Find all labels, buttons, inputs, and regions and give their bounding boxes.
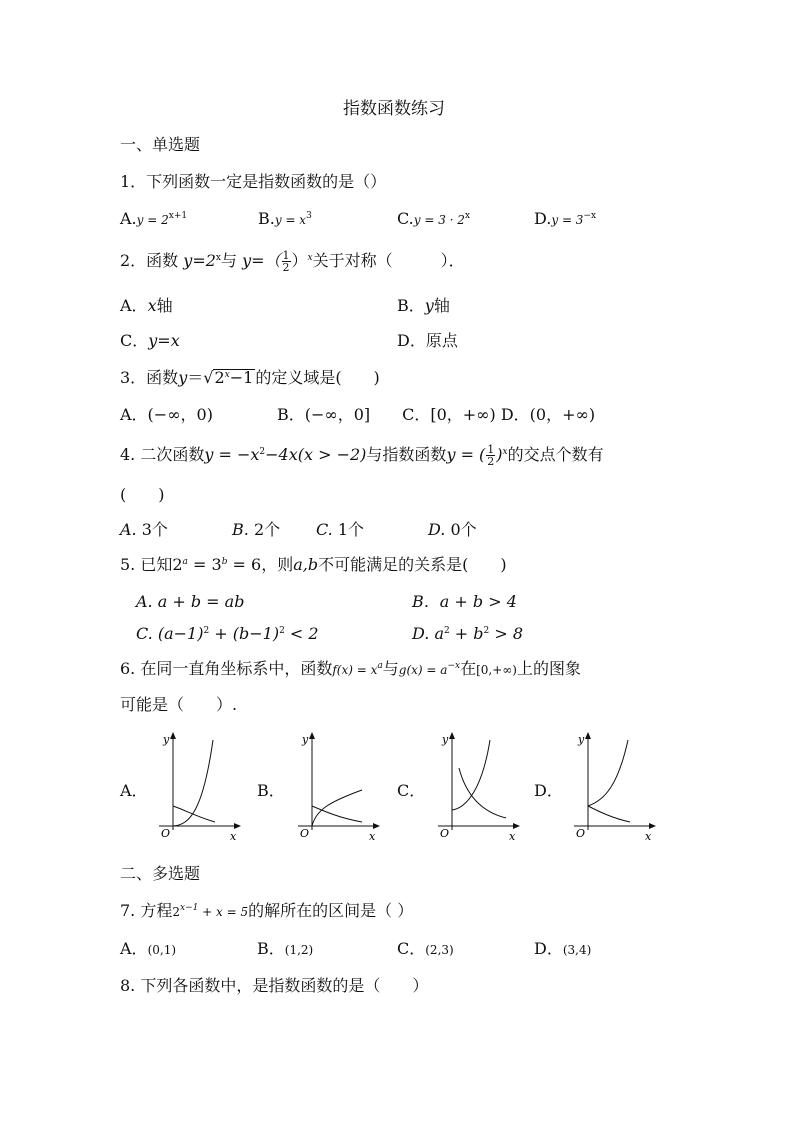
q5-option-c: C. $(a-1)^2 + (b-1)^2 < 2$: [136, 624, 319, 643]
section-heading-single: 一、单选题: [120, 135, 201, 154]
q1-option-a: $A.y = 2^{x+1}$: [120, 209, 188, 228]
q7-option-a: A．(0,1): [120, 939, 177, 958]
q2-option-a: A．x轴: [120, 296, 173, 315]
q4-option-c: C. 1个: [316, 520, 365, 539]
svg-text:y: y: [163, 733, 170, 746]
q7-option-c: C．(2,3): [397, 939, 454, 958]
q5-option-b: B．a + b > 4: [412, 592, 517, 611]
q6-option-b-label: B．: [257, 781, 285, 800]
question-6-stem: 6. 在同一直角坐标系中，函数$f(x) = x^a$与$g(x) = a^{-x}$在[0,+∞)上的图象: [120, 659, 581, 678]
fraction-one-half: $\frac{1}{2}$: [487, 443, 495, 468]
q1-option-c: $C.y = 3 \cdot 2^x$: [397, 209, 471, 228]
q1-option-d: $D.y = 3^{-x}$: [534, 209, 597, 228]
q7-option-b: B．(1,2): [257, 939, 314, 958]
svg-text:x: x: [645, 830, 652, 842]
q4-option-d: D. 0个: [428, 520, 477, 539]
q6-graph-b: [284, 730, 384, 842]
section-heading-multi: 二、多选题: [120, 864, 201, 883]
q4-option-b: B. 2个: [232, 520, 281, 539]
q6-option-a-label: A．: [120, 781, 148, 800]
q5-option-d: D. $a^2 + b^2 > 8$: [412, 624, 524, 643]
svg-text:O: O: [440, 827, 450, 840]
q2-option-c: C．y=x: [120, 331, 180, 350]
svg-text:x: x: [509, 830, 516, 842]
svg-text:O: O: [576, 827, 586, 840]
q6-option-d-label: D．: [534, 781, 563, 800]
svg-text:x: x: [369, 830, 376, 842]
q3-options: A．(−∞，0) B．(−∞，0] C．[0，+∞) D．(0，+∞): [120, 405, 596, 424]
q2-option-b: B．y轴: [397, 296, 450, 315]
question-3-stem: 3．函数$y=√2^x-1$ 的定义域是( ): [120, 368, 380, 387]
fraction-one-half: $\frac{1}{2}$: [282, 249, 290, 274]
q1-option-b: $B.y = x^3$: [258, 209, 312, 228]
svg-text:O: O: [161, 827, 171, 840]
svg-text:y: y: [442, 733, 449, 746]
page-title: 指数函数练习: [343, 99, 445, 119]
question-6-line2: 可能是（ ）.: [120, 695, 238, 714]
q6-graph-a: [145, 730, 245, 842]
q6-option-c-label: C．: [397, 781, 426, 800]
svg-text:y: y: [578, 733, 585, 746]
question-4-stem: 4. 二次函数$y = -x^2-4x(x > -2)$与指数函数y = ( $\frac{1}{2}$ )$^x$的交点个数有: [120, 443, 604, 468]
svg-text:x: x: [230, 830, 237, 842]
square-root-expression: $2^x-1$: [214, 368, 254, 387]
question-1-stem: 1．下列函数一定是指数函数的是（）: [120, 172, 387, 191]
question-2-stem: 2．函数 $y=2^x$与 y=（ $\frac{1}{2}$ ）$^x$关于对称（ ）．: [120, 249, 465, 274]
q7-option-d: D．(3,4): [534, 939, 592, 958]
svg-text:y: y: [302, 733, 309, 746]
question-7-stem: 7. 方程$2^{x-1} + x = 5$的解所在的区间是（ ）: [120, 901, 414, 920]
question-5-stem: 5. 已知$2^a = 3^b = 6$，则a,b不可能满足的关系是( ): [120, 555, 507, 574]
q4-paren: ( ): [120, 485, 165, 504]
q4-option-a: A. 3个: [120, 520, 168, 539]
q6-graph-c: [424, 730, 524, 842]
svg-text:O: O: [300, 827, 310, 840]
question-8-stem: 8. 下列各函数中，是指数函数的是（ ）: [120, 976, 429, 995]
q5-option-a: A. a + b = ab: [136, 592, 245, 611]
q2-option-d: D．原点: [397, 331, 458, 350]
q6-graph-d: [560, 730, 660, 842]
